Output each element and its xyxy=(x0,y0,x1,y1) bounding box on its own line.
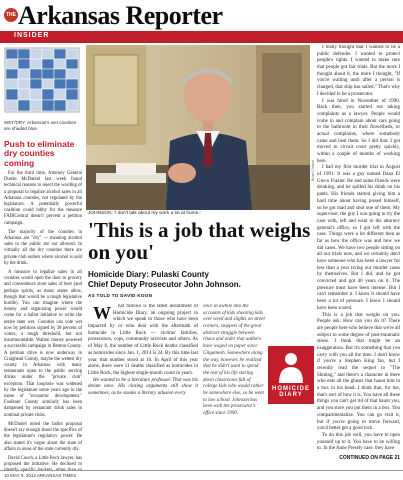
sidebar-paragraph: The majority of the counties in Arkansas are "dry" — meaning alcohol sales to the public are not allowed. In virtually all the dry counties there are private club outlets where alcohol is sold by the drink. xyxy=(4,229,82,266)
story-paragraph: This is a job that weighs on you. People ask: How can you do it? There are people here who believe that we're all subject to some degree of post-traumatic stress. I think that might be an exaggeration. But it's something that you carry with you all the time. I don't know if you're a Stephen King fan, but I recently read the sequel to "The Shining," and there's a character in there who eats all the ghosts that haunt him in a box in his head. I think that, for me, that's sort of how it is. You have all these things you can't get rid of that haunt you, and you store you put them in a box. You compartmentalize. You can go visit it, but if you're going to move forward, you'd better get a good lock. xyxy=(317,312,400,432)
deck-line: Homicide Diary: Pulaski County xyxy=(88,270,209,279)
sidebar-paragraph: David Couch, a Little Rock lawyer, has proposed the initiative. He declined to xyxy=(4,455,82,468)
story-continued: CONTINUED ON PAGE 21 xyxy=(339,454,400,461)
sidebar-paragraph: McDaniel noted the ballot proposal doesn't say enough about the specifics of the legislature's regulatory power. He also stated it's vague about the state of affairs in areas of the state currently dry. xyxy=(4,421,82,452)
masthead xyxy=(0,0,403,30)
footer-folio: 10 MAY 8, 2014 ARKANSAS TIMES xyxy=(4,473,77,478)
sidebar-column xyxy=(4,47,82,472)
sidebar-paragraph: A measure to legalize sales in all counties would open the door to grocery and convenience store sales of beer (and perhaps spirits, as many states allow, though that would be a tough legislative hurdle). You can imagine where the money and organizing power would come for a ballot initiative to write the entire state wet. Counties can vote wet now by petitions signed by 38 percent of voters, a tough threshold, but not insurmountable. Walton money powered a successful campaign in Benton County. A petition drive is now underway in Craighead County, maybe the wettest dry county in Arkansas with many restaurants open to the public serving drinks under the "private club" exception. That loophole was widened by the legislature some years ago in the name of "economic development." Faulkner County similarly has been dampened by restaurant drink sales in nominal private clubs. xyxy=(4,270,82,418)
masthead-the-badge: THE xyxy=(4,8,18,22)
story-paragraph: hat follows is the latest installment of Homicide Diary, an ongoing project in which we speak to those who have been impacted by or who deal with the aftermath of homicide in Little Rock — victims' families, prosecutors, cops, community activists and others. As of May 8, the number of Little Rock deaths classified as homicides since Jan. 1, 2014 is 24. By this time last year, that number stood at 16. In April of this year alone, there were 11 deaths classified as homicides in Little Rock, the highest single-month count in years. xyxy=(88,304,198,376)
footer-rule xyxy=(0,470,403,471)
story-paragraph: I had my first murder trial in August of 1991. It was a guy named Dana El Greco Frazier. He and some friends were drinking, and he spilled his drink on his pants. His friends started giving him a hard time about having pissed himself, so he got mad and shot one of them. My supervisor, the guy I was going to try the case with, left and went to the attorney general's office, so I got left with the case. Things were a lot different then as far as how the office was and how we did cases. We have two people sitting on all our trials now, and we certainly don't have someone who has been a lawyer for less than a year trying our murder cases by themselves. But I did, and he got convicted and got 40 years on it. The pressure must have been intense. But I can't remember it. I know it should have been a lot of pressure. I know I should have been scared. xyxy=(317,165,400,311)
masthead-title: Arkansas Reporter xyxy=(18,1,223,30)
story-paragraph: To do this job well, you have to open yourself up to it. You have to be willing to. In the Anne Presely case, they have xyxy=(317,432,400,452)
section-label: INSIDER xyxy=(14,32,50,39)
italic-paragraph: once in awhile into the accounts of kids shooting kids over weed and slights on street corners, snippets of the great abstract struggle between chaos and order that authors have waged on paper since Gilgamesh. Somewhere along the way, however, he realized that he didn't want to spend the rest of his life staring down classrooms full of college kids who would rather be somewhere else, so he went to law school. Johnson has been with the prosecutor's office since 1990. xyxy=(203,304,265,416)
homicide-diary-badge xyxy=(268,346,314,404)
story-paragraph: He wanted to be a literature professor. That was his dream once. His closing arguments still show it sometimes, as he sneaks a literary allusion every xyxy=(88,377,198,396)
byline: AS TOLD TO DAVID KOON xyxy=(88,293,153,298)
story-deck xyxy=(88,270,313,290)
story-paragraph: I really thought that I wanted to be a public defender. I wanted to protect people's rights. I wanted to make sure that people got fair trials. But the more I thought about it, the more I thought, "If you're waiting until after a person is charged, that ship has sailed." That's why I decided to be a prosecutor. xyxy=(317,45,400,97)
deck-line: Chief Deputy Prosecutor John Johnson. xyxy=(88,280,241,289)
sidebar-headline: Push to eliminate dry counties coming xyxy=(4,138,75,168)
homicide-diary-label: HOMICIDE DIARY xyxy=(272,386,310,398)
drop-cap: W xyxy=(93,304,111,323)
story-paragraph: I was hired in November of 1990. Back then, you started out taking complaints as a lawyer. People would come in and complain about cars going to the bathroom in their flowerbeds, or actual complaints, where somebody came and beat them. So I did that. I got moved to circuit court pretty quickly, within a couple of months of working here. xyxy=(317,98,400,164)
sidebar-paragraph: For the third time, Attorney General Dustin McDaniel last week found technical reasons to reject the wording of a proposal to legalize alcohol sales in all Arkansas counties, not regulated by the legislature. A potentially powerful coalition could lobby for the measure FAIRCentral doesn't prevent a petition campaign. xyxy=(4,170,82,226)
arkansas-county-map xyxy=(4,47,80,113)
photo-caption: JOHNSON: 'I don't talk about my work a lot at home.' xyxy=(88,211,201,216)
map-caption: WET/DRY: Arkansas's wet counties are shaded blue. xyxy=(4,120,77,131)
story-column-1 xyxy=(88,304,198,464)
page-footer xyxy=(0,472,403,480)
story-column-right xyxy=(317,45,400,473)
story-intro-italic xyxy=(203,304,265,464)
pull-quote-headline: 'This is a job that weighs on you' xyxy=(88,218,311,265)
photo-credit: Brian Chilson xyxy=(311,160,315,181)
section-bar xyxy=(0,31,403,43)
johnson-photo xyxy=(86,45,310,210)
silhouette-icon xyxy=(274,350,308,384)
